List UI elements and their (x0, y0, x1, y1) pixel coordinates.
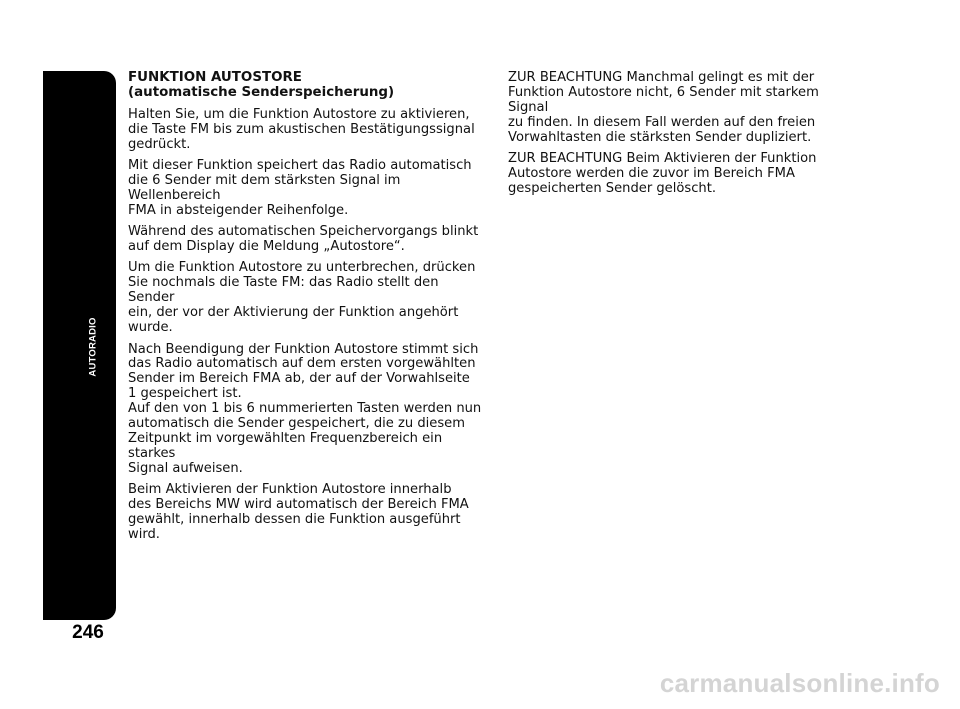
paragraph: Beim Aktivieren der Funktion Autostore innerhalb des Bereichs MW wird automatisch der Bereich FMA gewählt, innerhalb dessen die Funktion ausgeführt wird. (128, 482, 469, 542)
heading-title: FUNKTION AUTOSTORE (128, 70, 302, 85)
page-number: 246 (72, 622, 104, 643)
paragraph: Mit dieser Funktion speichert das Radio automatisch die 6 Sender mit dem stärksten Signal im Wellenbereich FMA in absteigender Reihenfolge. (128, 158, 472, 218)
section-label: AUTORADIO (87, 317, 99, 377)
heading-subtitle: (automatische Senderspeicherung) (128, 84, 395, 100)
paragraph: Halten Sie, um die Funktion Autostore zu aktivieren, die Taste FM bis zum akustischen Bestätigungssignal gedrückt. (128, 106, 475, 152)
paragraph: Um die Funktion Autostore zu unterbrechen, drücken Sie nochmals die Taste FM: das Radio stellt den Sender ein, der vor der Aktivierung der Funktion angehört wurde. (128, 260, 476, 336)
side-tab (43, 71, 116, 620)
paragraph: Während des automatischen Speichervorgangs blinkt auf dem Display die Meldung „Autostore“. (128, 224, 479, 255)
note-paragraph: ZUR BEACHTUNG Manchmal gelingt es mit der Funktion Autostore nicht, 6 Sender mit starkem Signal zu finden. In diesem Fall werden auf den freien Vorwahltasten die stärksten Sender dupliziert. (508, 70, 819, 145)
paragraph: Nach Beendigung der Funktion Autostore stimmt sich das Radio automatisch auf dem ersten vorgewählten Sender im Bereich FMA ab, der auf der Vorwahlseite 1 gespeichert ist. Auf den von 1 bis 6 nummerierten Tasten werden nun automatisch die Sender gespeichert, die zu diesem Zeitpunkt im vorgewählten Frequenzbereich ein starkes Signal aufweisen. (128, 341, 482, 476)
watermark: carmanualsonline.info (659, 668, 940, 698)
section-heading (128, 71, 483, 101)
right-column (508, 71, 858, 203)
note-paragraph: ZUR BEACHTUNG Beim Aktivieren der Funktion Autostore werden die zuvor im Bereich FMA gespeicherten Sender gelöscht. (508, 151, 817, 196)
left-column (128, 71, 483, 549)
